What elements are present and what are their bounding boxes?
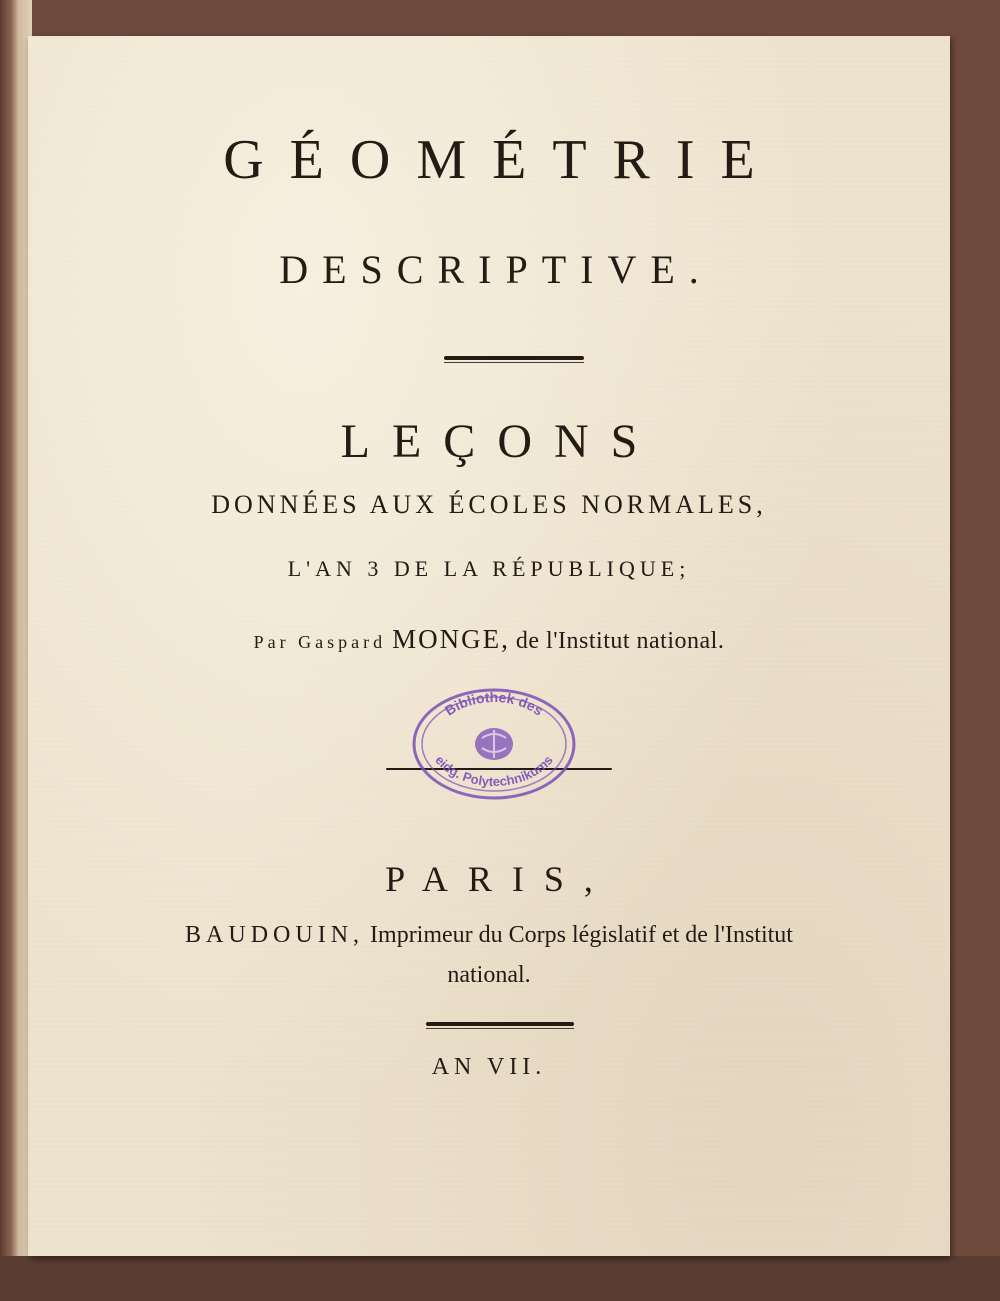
author-line xyxy=(28,624,950,655)
background-cover xyxy=(0,1256,1000,1301)
heading-lecons: LEÇONS xyxy=(340,415,660,468)
author-affiliation: de l'Institut national. xyxy=(515,628,725,654)
decorative-rule xyxy=(444,356,584,360)
printer-name: BAUDOUIN, xyxy=(185,922,365,948)
title-geometrie: GÉOMÉTRIE xyxy=(223,129,781,191)
printer-line xyxy=(28,922,950,949)
title-descriptive: DESCRIPTIVE. xyxy=(279,247,713,292)
library-stamp xyxy=(410,686,578,804)
stamp-text-top: Bibliothek des xyxy=(441,689,547,719)
author-prefix: Par Gaspard xyxy=(253,632,387,652)
place-paris: PARIS, xyxy=(385,859,613,899)
year-line: L'AN 3 DE LA RÉPUBLIQUE; xyxy=(287,556,691,581)
author-name: MONGE, xyxy=(392,624,510,654)
book-spine xyxy=(0,0,18,1301)
publication-date: AN VII. xyxy=(431,1054,547,1080)
subtitle: DONNÉES AUX ÉCOLES NORMALES, xyxy=(211,490,767,519)
title-page xyxy=(28,36,950,1256)
printer-description: Imprimeur du Corps législatif et de l'Institut xyxy=(370,922,793,948)
stamp-text-bottom: eidg. Polytechnikums xyxy=(432,752,556,790)
printer-continuation: national. xyxy=(447,962,531,988)
bottom-rule xyxy=(426,1022,574,1026)
